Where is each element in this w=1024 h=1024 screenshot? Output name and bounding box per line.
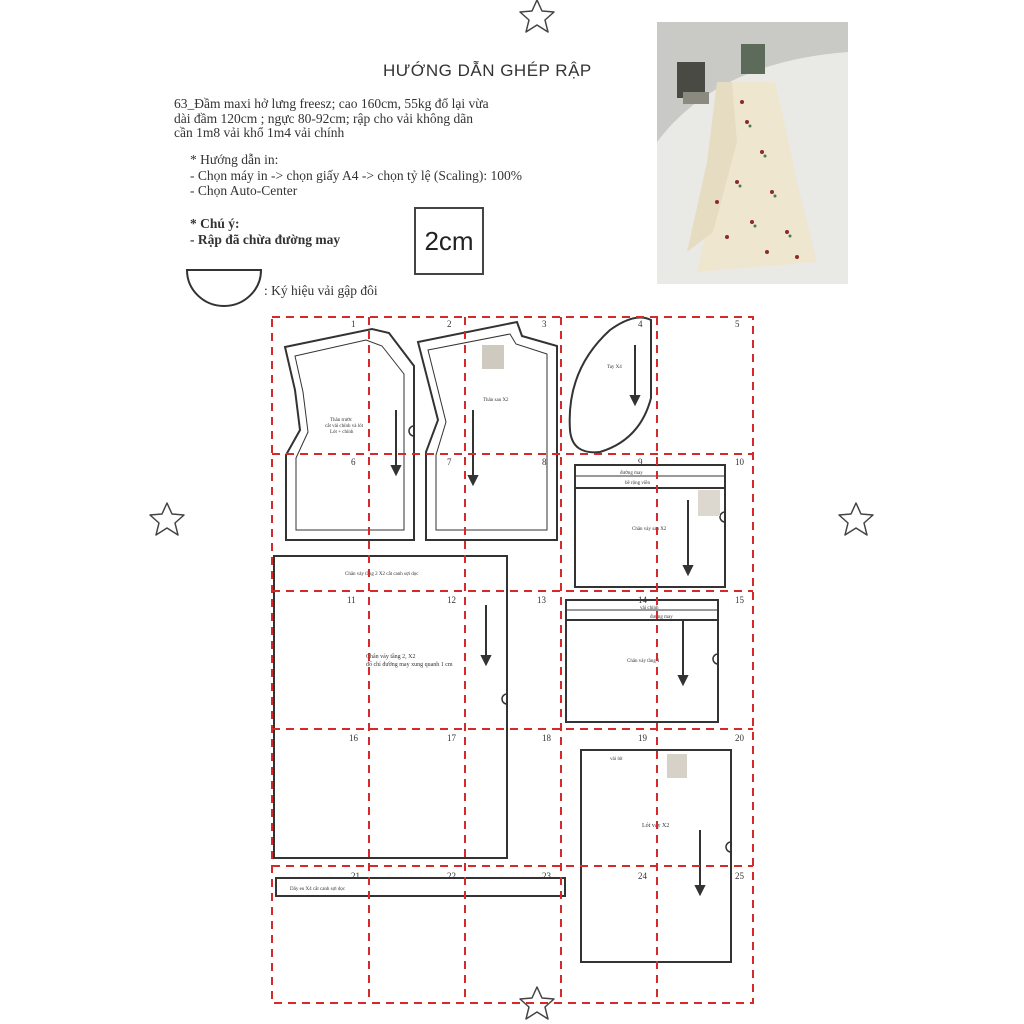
skirt-front-label: Chân váy tầng 2 X2 cắt canh sợi dọc bbox=[345, 572, 419, 577]
page-number: 21 bbox=[351, 871, 360, 881]
page-number: 3 bbox=[542, 319, 547, 329]
fabric-swatch bbox=[482, 345, 504, 369]
page-number: 2 bbox=[447, 319, 452, 329]
sleeve-label: Tay X4 bbox=[607, 365, 622, 370]
page-number: 19 bbox=[638, 733, 647, 743]
piece-labels bbox=[290, 365, 673, 892]
piece-9-label: Chân váy sau X2 bbox=[632, 527, 667, 532]
skirt-front-label: Chân váy tầng 2, X2 bbox=[366, 654, 416, 660]
piece-19-label: vải lót bbox=[610, 757, 623, 762]
description-line: dài đầm 120cm ; ngực 80-92cm; rập cho vải không dãn bbox=[174, 110, 473, 126]
page-number: 20 bbox=[735, 733, 744, 743]
piece-9-label: bề rộng viền bbox=[625, 481, 650, 486]
page-number: 15 bbox=[735, 595, 744, 605]
page-number: 13 bbox=[537, 595, 546, 605]
front-bodice-label: cắt vải chính và lót bbox=[325, 424, 364, 429]
page-number: 6 bbox=[351, 457, 356, 467]
page-number: 22 bbox=[447, 871, 456, 881]
page-number: 10 bbox=[735, 457, 744, 467]
page-number: 11 bbox=[347, 595, 356, 605]
page-number: 8 bbox=[542, 457, 547, 467]
page-number: 25 bbox=[735, 871, 744, 881]
piece-19-label: Lót váy X2 bbox=[642, 823, 670, 829]
note-text: - Rập đã chừa đường may bbox=[190, 231, 341, 247]
fabric-swatch bbox=[667, 754, 687, 778]
sleeve-piece bbox=[570, 318, 651, 453]
piece-14-label: đường may bbox=[650, 615, 673, 620]
print-guide-heading: * Hướng dẫn in: bbox=[190, 152, 279, 167]
page-number: 16 bbox=[349, 733, 358, 743]
front-bodice-label: Thân trước bbox=[330, 418, 353, 423]
page-number: 18 bbox=[542, 733, 551, 743]
page-number: 5 bbox=[735, 319, 740, 329]
skirt-front-piece bbox=[274, 556, 507, 858]
page-number: 7 bbox=[447, 457, 452, 467]
page-number: 9 bbox=[638, 457, 643, 467]
note-heading: * Chú ý: bbox=[190, 216, 240, 231]
description-line: 63_Đầm maxi hở lưng freesz; cao 160cm, 55kg đổ lại vừa bbox=[174, 96, 489, 111]
print-guide-step: - Chọn Auto-Center bbox=[190, 183, 298, 198]
piece-9 bbox=[575, 465, 725, 587]
description-line: cần 1m8 vải khổ 1m4 vải chính bbox=[174, 125, 345, 140]
page-number: 1 bbox=[351, 319, 356, 329]
piece-14-label: vải chính bbox=[640, 606, 659, 611]
strap-label: Dây eo X4 cắt canh sợi dọc bbox=[290, 887, 346, 892]
fold-symbol-label: : Ký hiệu vải gập đôi bbox=[264, 283, 378, 298]
print-guide-step: - Chọn máy in -> chọn giấy A4 -> chọn tỷ lệ (Scaling): 100% bbox=[190, 167, 523, 183]
piece-9-label: đường may bbox=[620, 471, 643, 476]
page-number: 4 bbox=[638, 319, 643, 329]
fabric-swatch bbox=[698, 490, 720, 516]
front-bodice-seam bbox=[295, 340, 404, 530]
front-bodice-label: Lót + chính bbox=[330, 430, 354, 435]
skirt-front-label: đổ chỉ đường may xung quanh 1 cm bbox=[366, 662, 453, 668]
scale-check-box: 2cm bbox=[414, 207, 484, 275]
page-number: 24 bbox=[638, 871, 647, 881]
page-number: 12 bbox=[447, 595, 456, 605]
page-number: 23 bbox=[542, 871, 551, 881]
piece-14-label: Chân váy tầng 1 bbox=[627, 659, 660, 664]
back-bodice-label: Thân sau X2 bbox=[483, 398, 509, 403]
page-number: 17 bbox=[447, 733, 456, 743]
page-title: HƯỚNG DẪN GHÉP RẬP bbox=[383, 61, 592, 80]
page-number: 14 bbox=[638, 595, 647, 605]
